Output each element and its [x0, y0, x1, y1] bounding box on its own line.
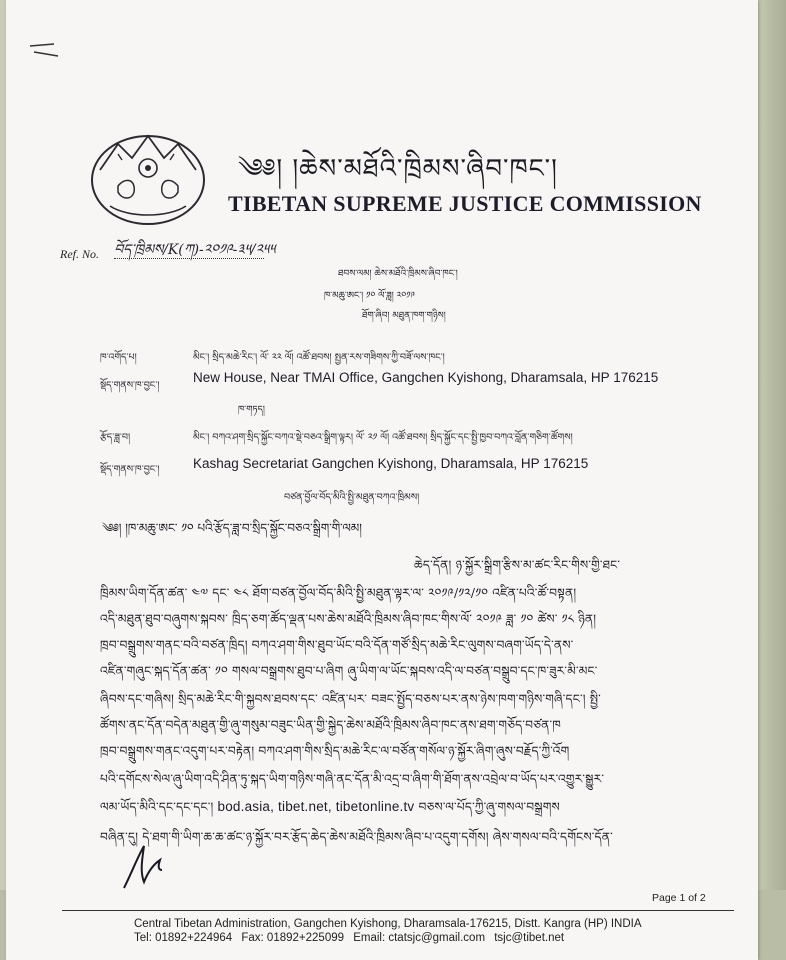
footer-email: Email: ctatsjc@gmail.com — [353, 932, 486, 944]
petitioner-address: New House, Near TMAI Office, Gangchen Kyishong, Dharamsala, HP 176215 — [193, 370, 659, 385]
body-line: ཁྲིམས་ཡིག་དོན་ཚན་ ༤༧ དང་ ༤༨ ཐོག་བཙན་བྱོལ་བོད་མིའི་སྤྱི་མཐུན་ལྟར་ལ་ ༢༠༡༩/༡༢/༡༠ འཛིན་པའི་ཚོ་བསྟན། — [100, 586, 577, 600]
charter-subtitle: བཙན་བྱོལ་བོད་མིའི་སྤྱི་མཐུན་བཀའ་ཁྲིམས། — [284, 492, 420, 503]
body-line: ལམ་ཡོད་མིའི་དང་དང་དང་། — [100, 800, 214, 814]
page-number: Page 1 of 2 — [652, 892, 706, 904]
body-line: ཁྲབ་བསྒྲུགས་གནང་བའི་བཙན་ཁྲིད། བཀའ་ཤག་གིས་ཐུབ་ཡོང་བའི་དོན་གཙོ་སྲིད་མཆེ་རིང་ལུགས་བཞག་ཡོད་དེ་ནས་ — [100, 638, 574, 652]
footer-tel: Tel: 01892+224964 — [134, 932, 233, 944]
letter-page — [6, 0, 758, 960]
websites-line — [100, 794, 560, 828]
body-line: བཞིན་དུ། དེ་ཐག་གི་ཡིག་ཆ་ཆ་ཚང་ཉ་སྐྱོར་བར་རྩོད་ཆེད་ཆེས་མཐོའི་ཁྲིམས་ཞིབ་པ་འདུག་དགོས། ཞེས་གསལ་བའི་དགོངས་དོན་ — [100, 830, 613, 844]
body-line: པའི་དགོངས་སེལ་ཞུ་ཡིག་འདི་ཤིན་ཏུ་སྐད་ཡིག་གཉིས་གཞི་ནང་དོན་མི་འདྲ་བ་ཞིག་གི་ཐོག་ནས་འབྲེལ་བ་ཡོད་པར་འགྱུར་སྒྱུར་ — [100, 772, 605, 786]
respondent-address-label: སྡོད་གནས་ཁ་བྱང་། — [100, 464, 160, 475]
signature-icon — [118, 842, 178, 892]
emblem-icon — [88, 130, 208, 226]
website-list: bod.asia, tibet.net, tibetonline.tv — [217, 799, 415, 814]
petitioner-address-label: སྡོད་གནས་ཁ་བྱང་། — [100, 380, 160, 391]
footer-email-2: tsjc@tibet.net — [494, 932, 565, 944]
footer-rule — [62, 910, 734, 911]
body-line: འཛིན་གཞུང་སྐད་དོན་ཚན་ ༡༠ གསལ་བསྒྲགས་ཐུབ་པ་ཞིག ཞུ་ཡིག་ལ་ཡོང་སྐབས་འདི་ལ་བཙན་བསྒྲུབ་དང་ཁ་ཟུར་མི་མང་ — [100, 664, 598, 678]
body-line: ཆེད་དོན། ཉ་སྐྱོར་སྒྲིག་རྩིས་མ་ཚང་རིང་གིས་གྱི་ཐང་ — [414, 558, 621, 572]
footer-fax: Fax: 01892+225099 — [241, 932, 345, 944]
meta-line-2: ཁ་མཆུ་ཨང་། ༡༠ ལོ་ཟླ། ༢༠༡༩ — [324, 291, 416, 301]
body-line: ཞིབས་དང་གཞིས། སྲིད་མཆེ་རིང་གི་སྐྱབས་ཐབས་དང་ འཛིན་པར་ བཟང་སྤྱོད་བཅས་པར་ནས་ཉེས་ཁག་གཉིས་གཞི་དང་། སྤྱི་ — [100, 692, 601, 706]
footer-contacts — [134, 932, 570, 944]
tibetan-title: ༄༅། །ཆེས་མཐོའི་ཁྲིམས་ཞིབ་ཁང་། — [238, 154, 558, 184]
websites-suffix: བཅས་ལ་པོད་ཀྱི་ཞུ་གསལ་བསྒྲགས — [418, 800, 560, 814]
ref-label: Ref. No. — [60, 247, 99, 261]
body-line: འདི་མཐུན་ཐུབ་བཞུགས་སྐབས་ ཁྲིད་ཅག་ཚོད་ལྡན་པས་ཆེས་མཐོའི་ཁྲིམས་ཞིབ་ཁང་གིས་ལོ་ ༢༠༡༩ ཟླ་ ༡༠ ཚེས་ ༡༨ ཉིན། — [100, 612, 597, 626]
meta-line-3: ཐོག་ཞིབ། མཐུན་ཁག་གཉིས། — [362, 311, 446, 321]
handwritten-mark-icon — [28, 38, 68, 62]
petitioner-label: ཁ་འགོད་པ། — [100, 352, 137, 363]
respondent-label: རྩོད་ཟླ་བ། — [100, 432, 131, 443]
respondent-details: མིང་། བཀའ་ཤག་སྲིད་སྐྱོང་བཀའ་སྡེ་བཅའ་སྒྲིག་ལྟར། ལོ་ ༢༡ ལོ། འཚོ་ཐབས། སྲིད་སྐྱོང་དང་སྤྱི་ཁྱབ་བཀའ་བློན་གཅིག་ཚོགས། — [193, 432, 573, 443]
body-line: ཁྲབ་བསྒྲུགས་གནང་འདུག་པར་བརྟེན། བཀའ་ཤག་གིས་སྲིད་མཆེ་རིང་ལ་བཙོན་གསོལ་ཉ་སྐྱོར་ཞིག་ཞུས་བརྗོད་ཀྱི་འོག — [100, 744, 570, 758]
respondent-address: Kashag Secretariat Gangchen Kyishong, Dharamsala, HP 176215 — [193, 456, 589, 471]
ref-number: བོད་ཁྲིམས/K(ཀ)-༢༠༡༩-༣༥/༢༥༥ — [114, 242, 276, 258]
petitioner-details: མིང་། སྲིད་མཆེ་རིང་། ལོ་ ༢༢ ལོ། འཚོ་ཐབས། སྤྱན་རས་གཟིགས་ཀྱི་བཟོ་ལས་ཁང་། — [193, 352, 445, 363]
english-title: TIBETAN SUPREME JUSTICE COMMISSION — [228, 191, 702, 216]
subject-line: ༄༅། །ཁ་མཆུ་ཨང་ ༡༠ པའི་རྩོད་ཟླ་བ་སྲིད་སྐྱོང་བཅའ་སྒྲིག་གི་ལམ། — [102, 521, 362, 535]
respondent-heading: ཁ་གཏད། — [238, 405, 265, 415]
footer-address: Central Tibetan Administration, Gangchen Kyishong, Dharamsala-176215, Distt. Kangra (HP) INDIA — [134, 918, 642, 930]
body-line: ཚོགས་ནང་དོན་བདེན་མཐུན་གྱི་ཞུ་གསུམ་བཟུང་ཡིན་གྱི་སྐྱེད་ཆེས་མཐོའི་ཁྲིམས་ཞིབ་ཁང་ནས་ཐག་གཅོད་བཙན་ཁ — [100, 718, 561, 732]
meta-line-1: ཐབས་ལམ། ཆེས་མཐོའི་ཁྲིམས་ཞིབ་ཁང་། — [338, 269, 458, 279]
